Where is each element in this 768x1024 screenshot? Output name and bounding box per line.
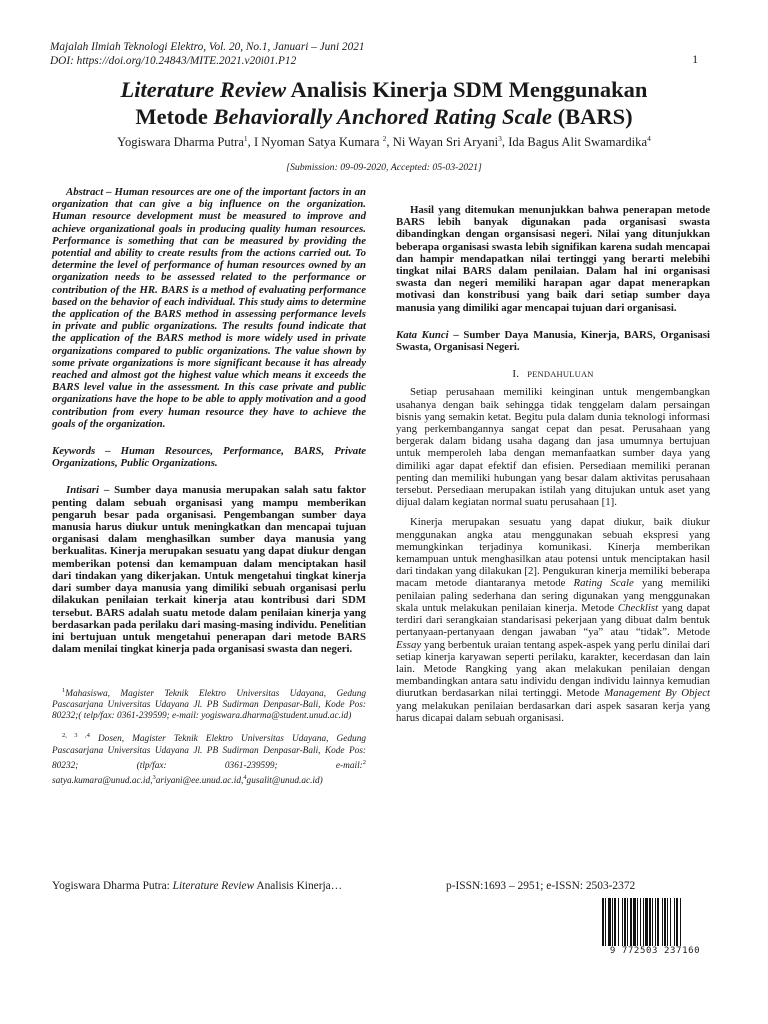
intro-paragraph-2	[396, 516, 710, 723]
footnote-mark: 1	[62, 687, 66, 695]
keywords-indonesian	[396, 329, 710, 353]
author-name: Yogiswara Dharma Putra	[117, 135, 244, 150]
term-italic: Rating Scale	[573, 577, 634, 590]
keywords-english: Keywords – Human Resources, Performance, BARS, Private Organizations, Public Organizations.	[52, 445, 366, 470]
abstract-indonesian-continued: Hasil yang ditemukan menunjukkan bahwa penerapan metode BARS lebih banyak digunakan pada organisasi swasta dibandingkan dengan organsisasi negeri. Nilai yang ditunjukkan beberapa organisasi swasta lebih signifikan karena sudah mencapai dan hampir mendapatkan nilai tertinggi yang berarti melebihi tingkat nilai BARS dalam penilaian. Dalam hal ini organisasi swasta dan negeri memiliki harapan agar dapat menerapkan motivasi dan konstribusi yang baik dari setiap sumber daya manusia yang dimiliki agar mencapai tujuan dari organisasi.	[396, 204, 710, 314]
intisari-text: – Sumber daya manusia merupakan salah satu faktor penting dalam sebuah organisasi yang mampu memberikan pengaruh besar pada organisasi. Pengembangan sumber daya manusia harus diukur untuk meningkatkan dan mencapai tujuan organisasi dalam menghasilkan sumber daya manusia yang berkualitas. Kinerja merupakan sesuatu yang dapat diukur dengan memberikan potensi dan kemampuan dalam menciptakan hasil dari tindakan yang dikerjakan. Untuk mengetahui tingkat kinerja dari sumber daya manusia yang dimiliki sebuah organisasi perlu dilakukan penilaian terkait kinerja atau kontribusi dari SDM tersebut. BARS adalah suatu metode dalam penilaian kinerja yang berdasarkan pada perilaku dari masing-masing individu. Penelitian ini bertujuan untuk mengetahui penerapan dari metode BARS dalam menilai tingkat kinerja pada organisasi swasta dan negeri.	[52, 484, 366, 656]
paragraph-text: yang memiliki penilaian paling sederhana dan sering digunakan yang menggunakan skala untuk melakukan penilaian kinerja. Metode	[396, 577, 711, 614]
author-list	[40, 134, 728, 150]
abstract-english: Abstract – Human resources are one of the important factors in an organization that can give a big influence on the organization. Human resource development must be measured to improve and achieve organizational goals in producing quality human resources. Performance is something that can be measured by providing the potential and ability to create results from the actions carried out. To determine the level of performance of human resources owned by an organization needs to be assessed related to the performance or contribution of the HR. BARS is a method of evaluating performance based on the behavior of each individual. This study aims to determine the application of the BARS method in assessing performance levels in private and public organizations. The results found indicate that the application of the BARS method is more widely used in private organizations compared to public organizations. The value shown by some private organizations is more significant because it has already reached and almost got the highest value which means it exceeds the BARS level value in the assessment. In this case private and public organizations have the hope to be able to apply motivation and a good contribution from every human resource they have to achieve the goals of the organization.	[52, 186, 366, 430]
kata-kunci-text: – Sumber Daya Manusia, Kinerja, BARS, Organisasi Swasta, Organisasi Negeri.	[396, 328, 710, 354]
abstract-indonesian	[52, 484, 366, 655]
title-part-italic-1: Literature Review	[120, 77, 287, 102]
term-italic: Essay	[396, 638, 422, 651]
footer-issn: p-ISSN:1693 – 2951; e-ISSN: 2503-2372	[446, 880, 636, 892]
section-numeral: I.	[512, 368, 520, 381]
footnote-text: Mahasiswa, Magister Teknik Elektro Universitas Udayana, Gedung Pascasarjana Universitas Udayana Jl. PB Sudirman Denpasar-Bali, Kode Pos: 80232;( telp/fax: 0361-239599; e-mail: yogiswara.dharma@student.unud.ac.id)	[52, 689, 366, 722]
footer-title-italic: Literature Review	[172, 880, 255, 892]
title-part-3: Metode	[135, 104, 214, 129]
author-affiliation-mark: 2	[382, 134, 387, 143]
paragraph-text: yang dapat terdiri dari serangkaian standarisasi pekerjaan yang dibuat dalm bentuk pertanyaan-pertanyaan dengan jawaban “ya” atau “tidak”. Metode	[396, 601, 710, 639]
footnote-email: satya.kumara@unud.ac.id,	[52, 775, 153, 786]
footnote-mark: 3	[152, 773, 156, 781]
author-affiliation-mark: 3	[498, 134, 502, 143]
paragraph-text: yang berbentuk uraian tentang aspek-aspek yang perlu dinilai dari setiap kinerja karyawan seperti perilaku, karakter, kecerdasan dan lain lain. Metode Rangking yang akan melakukan penilaian dengan membandingkan antara satu individu dengan individu lainnya kemudian diurutkan berdasarkan nilai tertinggi. Metode	[396, 638, 710, 700]
author-affiliation-mark: 1	[243, 134, 248, 143]
paper-title	[50, 76, 718, 130]
footnote-mark: 2, 3 ,4	[62, 732, 90, 740]
right-column	[396, 186, 710, 732]
paragraph-text: yang melakukan penilaian berdasarkan dari aspek sasaran kerja yang harus dicapai dalam sebuah organisasi.	[396, 699, 710, 724]
page-number: 1	[692, 54, 698, 66]
footnote-email: ariyani@ee.unud.ac.id,	[155, 775, 244, 786]
footnote-mark: 4	[243, 773, 247, 781]
author-footnotes	[52, 685, 366, 786]
section-title: PENDAHULUAN	[527, 369, 594, 380]
footnote-email: gusalit@unud.ac.id)	[246, 775, 323, 786]
intisari-label: Intisari	[66, 484, 100, 497]
author-separator: ,	[247, 135, 254, 150]
author-name: Ni Wayan Sri Aryani	[392, 135, 499, 150]
journal-line: Majalah Ilmiah Teknologi Elektro, Vol. 20, No.1, Januari – Juni 2021	[50, 41, 365, 53]
footer-author: Yogiswara Dharma Putra:	[52, 880, 173, 892]
intro-paragraph-1: Setiap perusahaan memiliki keinginan untuk mengembangkan usahanya dengan baik sehingga tidak tenggelam dalam persaingan bisnis yang semakin ketat. Begitu pula dalam dunia teknologi informasi yang perkembangannya sangat cepat dan pesat. Perusahaan yang bergerak dalam bidang usaha dagang dan jasa umumnya bertujuan untuk memperoleh laba dengan memanfaatkan sumber daya yang dimiliki agar dapat efektif dan efisien. Persediaan memiliki peranan penting dan memiliki hubungan yang besar dalam aktivitas perusahaan tersebut. Persediaan merupakan istilah yang ditujukan untuk aset yang dijual dalam kegiatan normal suatu perusahaan [1].	[396, 386, 710, 509]
author-name: Ida Bagus Alit Swamardika	[508, 135, 648, 150]
title-part-5: (BARS)	[552, 104, 633, 129]
footer-running-title	[52, 880, 342, 892]
author-affiliation-mark: 4	[647, 134, 651, 143]
footnote-text: Dosen, Magister Teknik Elektro Universitas Udayana, Gedung Pascasarjana Universitas Udayana Jl. PB Sudirman Denpasar-Bali, Kode Pos: 80232; (tlp/fax: 0361-239599; e-mail:	[52, 734, 366, 771]
footnote-2	[52, 730, 366, 786]
barcode-number: 9 772503 237160	[600, 946, 710, 957]
section-heading-introduction	[396, 368, 710, 380]
paragraph-text: Kinerja merupakan sesuatu yang dapat diukur, baik diukur menggunakan angka atau menggunakan sebuah ekspresi yang memungkinkan terjadinya komunikasi. Kinerja memberikan kemampuan untuk menghasilkan atau potensi untuk menciptakan hasil dari tindakan yang dilakukan [2]. Pengukuran kinerja memiliki beberapa macam metode diantaranya metode	[396, 516, 710, 590]
footnote-mark: 2	[362, 758, 366, 766]
author-name: I Nyoman Satya Kumara	[253, 135, 383, 150]
title-part-italic-4: Behaviorally Anchored Rating Scale	[213, 104, 552, 129]
footnote-1	[52, 685, 366, 722]
journal-header	[50, 40, 365, 68]
left-column	[52, 186, 366, 795]
title-part-2: Analisis Kinerja SDM Menggunakan	[286, 77, 648, 102]
author-separator: ,	[501, 135, 509, 150]
term-italic: Management By Object	[604, 687, 710, 700]
term-italic: Checklist	[617, 601, 659, 614]
kata-kunci-label: Kata Kunci	[396, 328, 449, 341]
author-separator: ,	[386, 135, 393, 150]
submission-dates: [Submission: 09-09-2020, Accepted: 05-03-2021]	[286, 162, 482, 173]
footer-title: Analisis Kinerja…	[254, 880, 343, 892]
doi-line: DOI: https://doi.org/10.24843/MITE.2021.v20i01.P12	[50, 55, 297, 67]
